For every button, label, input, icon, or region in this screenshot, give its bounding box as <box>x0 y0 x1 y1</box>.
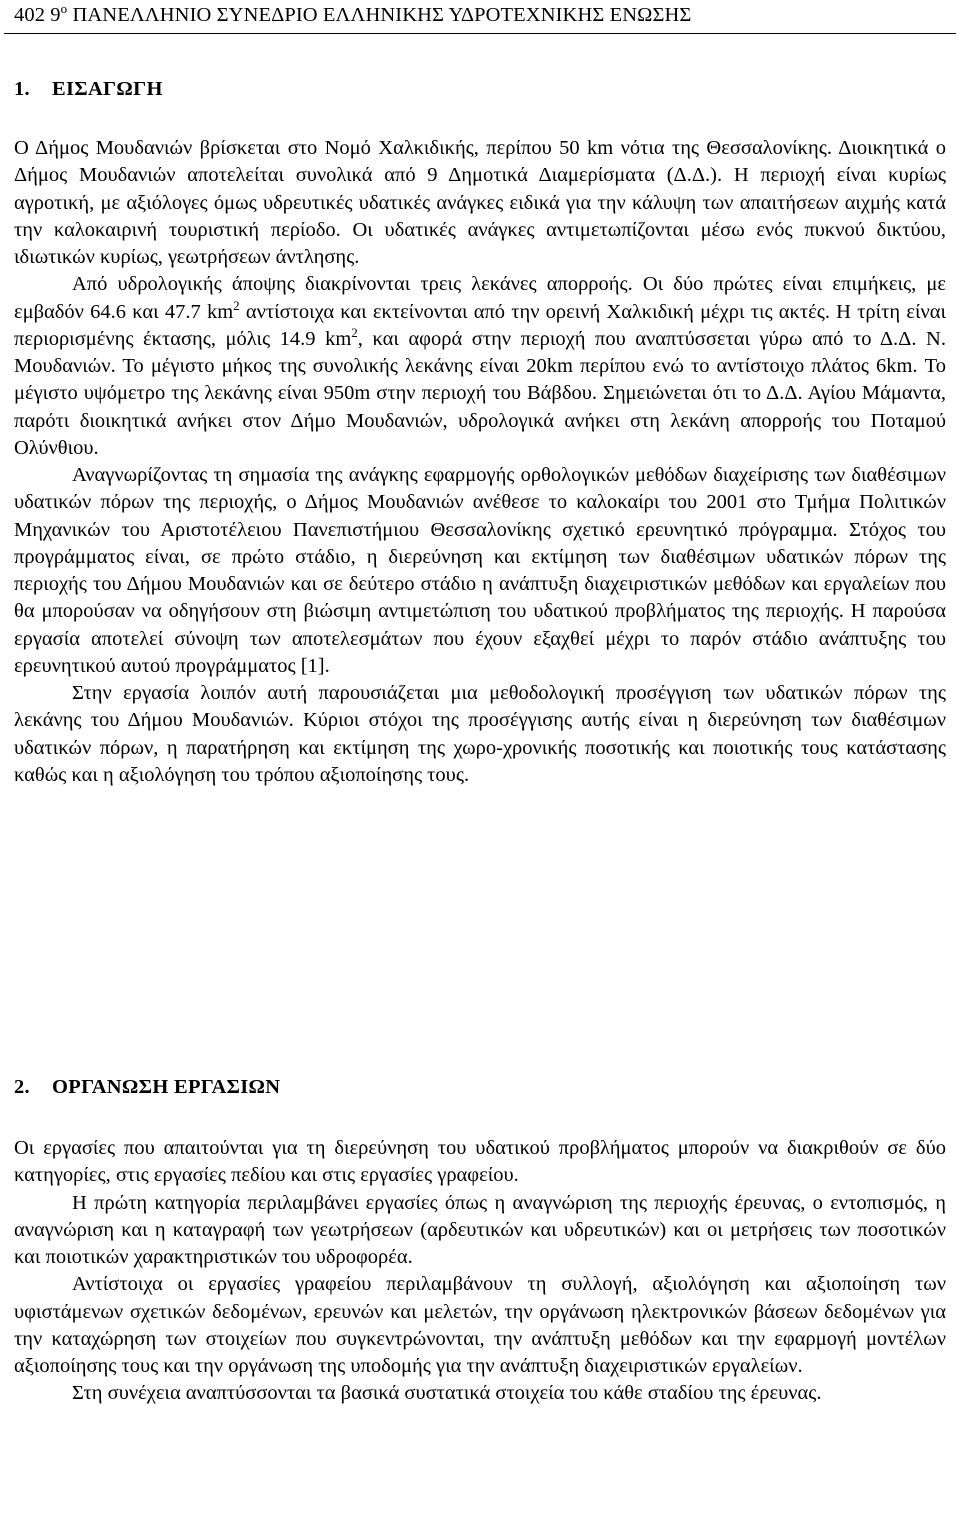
paragraph: Στη συνέχεια αναπτύσσονται τα βασικά συστατικά στοιχεία του κάθε σταδίου της έρευνας. <box>72 1382 822 1405</box>
paragraph: Στην εργασία λοιπόν αυτή παρουσιάζεται μια μεθοδολογική προσέγγιση των υδατικών πόρων της λεκάνης του Δήμου Μουδανιών. Κύριοι στόχοι της προσέγγισης αυτής είναι η διερεύνηση των διαθέσιμων υδατικών πόρων, η παρατήρηση και εκτίμηση της χωρο-χρονικής ποσοτικής και ποιοτικής τους κατάστασης καθώς και η αξιολόγηση του τρόπου αξιοποίησης τους. <box>14 682 946 786</box>
section-title: ΟΡΓΑΝΩΣΗ ΕΡΓΑΣΙΩΝ <box>52 1076 281 1098</box>
conference-ordinal: $9^o$ <box>50 1 68 26</box>
paragraph: Αντίστοιχα οι εργασίες γραφείου περιλαμβάνουν τη συλλογή, αξιολόγηση και αξιοποίηση των υφιστάμενων σχετικών δεδομένων, ερευνών και μελετών, την οργάνωση ηλεκτρονικών βάσεων δεδομένων για την καταχώρηση των στοιχείων που συγκεντρώνονται, την ανάπτυξη μεθόδων και την εφαρμογή μοντέλων αξιοποίησης τους και την οργάνωση της υποδομής για την ανάπτυξη διαχειριστικών εργαλείων. <box>14 1273 946 1377</box>
paragraph: Ο Δήμος Μουδανιών βρίσκεται στο Νομό Χαλκιδικής, περίπου 50 km νότια της Θεσσαλονίκης. Διοικητικά ο Δήμος Μουδανιών αποτελείται συνολικά από 9 Δημοτικά Διαμερίσματα (Δ.Δ.). Η περιοχή είναι κυρίως αγροτική, με αξιόλογες όμως υδρευτικές υδατικές ανάγκες ειδικά για την κάλυψη των απαιτήσεων αιχμής κατά την καλοκαιρινή τουριστική περίοδο. Οι υδατικές ανάγκες αντιμετωπίζονται μέσω ενός πυκνού δικτύου, ιδιωτικών κυρίως, γεωτρήσεων άντλησης. <box>14 137 946 268</box>
section-title: ΕΙΣΑΓΩΓΗ <box>52 78 163 100</box>
paragraph: Η πρώτη κατηγορία περιλαμβάνει εργασίες όπως η αναγνώριση της περιοχής έρευνας, ο εντοπισμός, η αναγνώριση και η καταγραφή των γεωτρήσεων (αρδευτικών και υδρευτικών) και οι μετρήσεις των ποσοτικών και ποιοτικών χαρακτηριστικών του υδροφορέα. <box>14 1191 946 1268</box>
page-number: 402 <box>14 4 46 26</box>
section-number: 1. <box>14 78 30 100</box>
section-number: 2. <box>14 1076 30 1098</box>
section-heading-introduction <box>14 76 163 102</box>
paragraph: Από υδρολογικής άποψης διακρίνονται τρεις λεκάνες απορροής. Οι δύο πρώτες είναι επιμήκεις, με εμβαδόν 64.6 και 47.7 $km^2$ αντίστοιχα και εκτείνονται από την ορεινή Χαλκιδική μέχρι τις ακτές. Η τρίτη είναι περιορισμένης έκτασης, μόλις 14.9 $km^2$, και αφορά στην περιοχή που αναπτύσσεται γύρω από το Δ.Δ. Ν. Μουδανιών. Το μέγιστο μήκος της συνολικής λεκάνης είναι 20km περίπου ενώ το αντίστοιχο πλάτος 6km. Το μέγιστο υψόμετρο της λεκάνης είναι 950m στην περιοχή του Βάβδου. Σημειώνεται ότι το Δ.Δ. Αγίου Μάμαντα, παρότι διοικητικά ανήκει στον Δήμο Μουδανιών, υδρολογικά ανήκει στη λεκάνη απορροής του Ποταμού Ολύνθιου. <box>14 273 946 459</box>
paragraph: Αναγνωρίζοντας τη σημασία της ανάγκης εφαρμογής ορθολογικών μεθόδων διαχείρισης των διαθέσιμων υδατικών πόρων της περιοχής, ο Δήμος Μουδανιών ανέθεσε το καλοκαίρι του 2001 στο Τμήμα Πολιτικών Μηχανικών του Αριστοτέλειου Πανεπιστήμιου Θεσσαλονίκης σχετικό ερευνητικό πρόγραμμα. Στόχος του προγράμματος είναι, σε πρώτο στάδιο, η διερεύνηση και εκτίμηση των διαθέσιμων υδατικών πόρων της περιοχής του Δήμου Μουδανιών και σε δεύτερο στάδιο η ανάπτυξη διαχειριστικών μεθόδων και εργαλείων που θα μπορούσαν να οδηγήσουν στη βιώσιμη αντιμετώπιση του υδατικού προβλήματος της περιοχής. Η παρούσα εργασία αποτελεί σύνοψη των αποτελεσμάτων που έχουν εξαχθεί μέχρι το παρόν στάδιο ανάπτυξης του ερευνητικού αυτού προγράμματος [1]. <box>14 464 946 677</box>
section-heading-work-organization <box>14 1074 280 1100</box>
running-header <box>14 2 946 28</box>
section-body-work-organization <box>14 1135 946 1408</box>
header-rule <box>4 33 956 34</box>
section-body-introduction <box>14 135 946 789</box>
conference-title: ΠΑΝΕΛΛΗΝΙΟ ΣΥΝΕΔΡΙΟ ΕΛΛΗΝΙΚΗΣ ΥΔΡΟΤΕΧΝΙΚΗΣ ΕΝΩΣΗΣ <box>72 4 692 26</box>
paragraph: Οι εργασίες που απαιτούνται για τη διερεύνηση του υδατικού προβλήματος μπορούν να διακριθούν σε δύο κατηγορίες, στις εργασίες πεδίου και στις εργασίες γραφείου. <box>14 1137 946 1187</box>
